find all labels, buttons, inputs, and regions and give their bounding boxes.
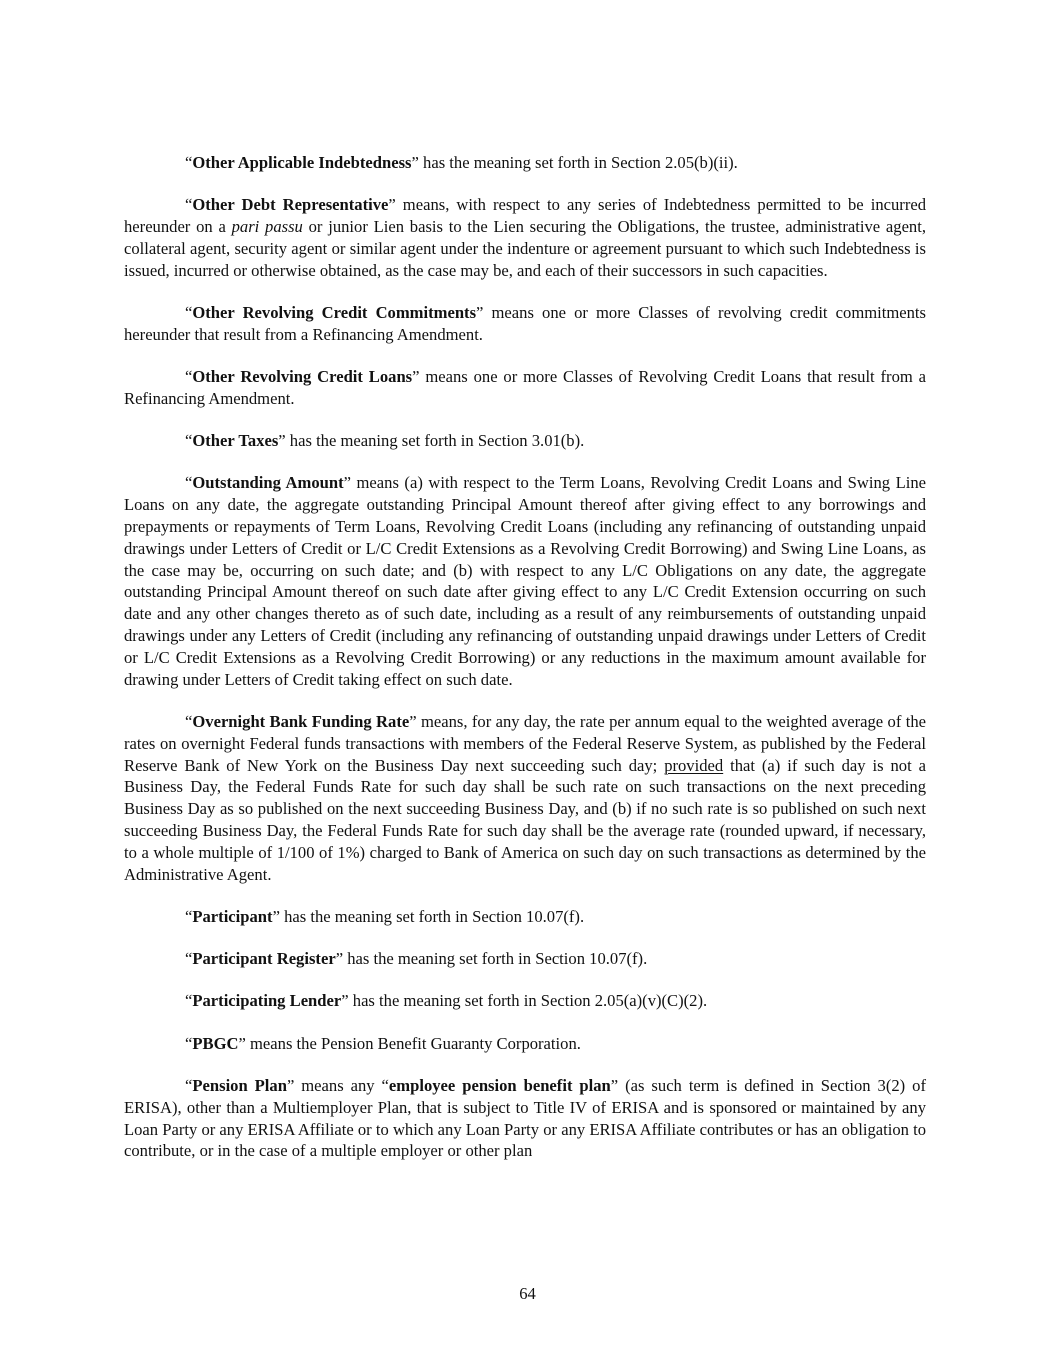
defined-term: Pension Plan [192, 1076, 287, 1095]
definition-pbgc: “PBGC” means the Pension Benefit Guaranty Corporation. [185, 1033, 581, 1053]
defined-term: Participant [192, 906, 273, 926]
definition-overnight-bank-funding-rate: “Overnight Bank Funding Rate” means, for any day, the rate per annum equal to the weighted average of the rates on overnight Federal funds transactions with members of the Federal Reserve System, as published by the Federal Reserve Bank of New York on the Business Day next succeeding such day; provided that (a) if such day is not a Business Day, the Federal Funds Rate for such day shall be such rate on such transactions on the next preceding Business Day as so published on the next succeeding Business Day, and (b) if no such rate is so published on such next succeeding Business Day, the Federal Funds Rate for such day shall be the average rate (rounded upward, if necessary, to a whole multiple of 1/100 of 1%) charged to Bank of America on such day on such transactions as determined by the Administrative Agent. [124, 711, 926, 884]
defined-term: Other Debt Representative [192, 195, 389, 215]
definition-outstanding-amount: “Outstanding Amount” means (a) with respect to the Term Loans, Revolving Credit Loans and Swing Line Loans on any date, the aggregate outstanding Principal Amount thereof after giving effect to any borrowings and prepayments or repayments of Term Loans, Revolving Credit Loans (including any refinancing of outstanding unpaid drawings under Letters of Credit or L/C Credit Extensions as a Revolving Credit Borrowing) and Swing Line Loans, as the case may be, occurring on such date; and (b) with respect to any L/C Obligations on any date, the aggregate outstanding Principal Amount thereof on such date after giving effect to any L/C Credit Extension occurring on such date and any other changes thereto as of such date, including as a result of any reimbursements of outstanding unpaid drawings under any Letters of Credit (including any refinancing of outstanding unpaid drawings under Letters of Credit or L/C Credit Extensions as a Revolving Credit Borrowing) or any reductions in the maximum amount available for drawing under Letters of Credit taking effect on such date. [124, 473, 926, 689]
defined-term: PBGC [192, 1033, 239, 1053]
definition-other-taxes: “Other Taxes” has the meaning set forth in Section 3.01(b). [185, 431, 585, 451]
definition-other-revolving-credit-loans: “Other Revolving Credit Loans” means one or more Classes of Revolving Credit Loans that result from a Refinancing Amendment. [124, 367, 926, 408]
definition-other-revolving-credit-commitments: “Other Revolving Credit Commitments” means one or more Classes of revolving credit commitments hereunder that result from a Refinancing Amendment. [124, 302, 926, 344]
definition-pension-plan: “Pension Plan” means any “employee pension benefit plan” (as such term is defined in Section 3(2) of ERISA), other than a Multiemployer Plan, that is subject to Title IV of ERISA and is sponsored or maintained by any Loan Party or any ERISA Affiliate or to which any Loan Party or any ERISA Affiliate contributes or has an obligation to contribute, or in the case of a multiple employer or other plan [124, 1076, 926, 1161]
definition-text: has the meaning set forth in Section 10.07(f). [279, 906, 585, 926]
defined-term: Other Applicable Indebtedness [192, 153, 412, 172]
definition-participant-register: “Participant Register” has the meaning set forth in Section 10.07(f). [185, 949, 648, 969]
definition-participating-lender: “Participating Lender” has the meaning set forth in Section 2.05(a)(v)(C)(2). [185, 991, 708, 1011]
defined-term: Participating Lender [192, 991, 342, 1011]
definition-text: has the meaning set forth in Section 3.01(b). [285, 431, 585, 451]
definition-participant: “Participant” has the meaning set forth in Section 10.07(f). [185, 906, 585, 926]
definition-text: has the meaning set forth in Section 2.05(b)(ii). [418, 153, 738, 172]
definition-text: means one or more Classes of Revolving Credit Loans that result from a Refinancing Amendment. [124, 367, 926, 408]
defined-term: Overnight Bank Funding Rate [192, 711, 410, 731]
defined-term: Other Taxes [192, 431, 279, 451]
definition-text: means any “ [294, 1076, 389, 1095]
bold-phrase: employee pension benefit plan [388, 1076, 611, 1095]
definition-other-applicable-indebtedness: “Other Applicable Indebtedness” has the meaning set forth in Section 2.05(b)(ii). [185, 153, 738, 172]
definition-other-debt-representative: “Other Debt Representative” means, with respect to any series of Indebtedness permitted to be incurred hereunder on a pari passu or junior Lien basis to the Lien securing the Obligations, the trustee, administrative agent, collateral agent, security agent or similar agent under the indenture or agreement pursuant to which such Indebtedness is issued, incurred or otherwise obtained, as the case may be, and each of their successors in such capacities. [124, 195, 927, 280]
definition-text: means one or more Classes of revolving credit commitments hereunder that result from a Refinancing Amendment. [124, 302, 926, 344]
definition-text: or junior Lien basis to the Lien securing the Obligations, the trustee, administrative agent, collateral agent, security agent or similar agent under the indenture or agreement pursuant to which such Indebtedness is issued, incurred or otherwise obtained, as the case may be, and each of their successors in such capacities. [124, 217, 926, 280]
defined-term: Participant Register [192, 949, 336, 969]
definition-text: means, with respect to any series of Indebtedness permitted to be incurred hereunder on a [124, 195, 927, 237]
definition-text: means, for any day, the rate per annum equal to the weighted average of the rates on overnight Federal funds transactions with members of the Federal Reserve System, as published by the Federal Reserve Bank of New York on the Business Day next succeeding such day; [124, 711, 926, 775]
definition-text: means (a) with respect to the Term Loans, Revolving Credit Loans and Swing Line Loans on any date, the aggregate outstanding Principal Amount thereof after giving effect to any borrowings and prepayments or repayments of Term Loans, Revolving Credit Loans (including any refinancing of outstanding unpaid drawings under Letters of Credit or L/C Credit Extensions as a Revolving Credit Borrowing) and Swing Line Loans, as the case may be, occurring on such date; and (b) with respect to any L/C Obligations on any date, the aggregate outstanding Principal Amount thereof on such date after giving effect to any L/C Credit Extension occurring on such date and any other changes thereto as of such date, including as a result of any reimbursements of outstanding unpaid drawings under any Letters of Credit (including any refinancing of outstanding unpaid drawings under Letters of Credit or L/C Credit Extensions as a Revolving Credit Borrowing) or any reductions in the maximum amount available for drawing under Letters of Credit taking effect on such date. [124, 473, 926, 689]
defined-term: Other Revolving Credit Commitments [192, 302, 477, 322]
underlined-proviso: provided [664, 755, 724, 775]
document-page [124, 152, 926, 1183]
definition-text: has the meaning set forth in Section 10.07(f). [343, 949, 648, 969]
defined-term: Outstanding Amount [192, 473, 344, 493]
definition-text: that (a) if such day is not a Business Day, the Federal Funds Rate for such day shall be such rate on such transactions on the next preceding Business Day as so published on the next succeeding Business Day, and (b) if no such rate is so published on such next succeeding Business Day, the Federal Funds Rate for such day shall be the average rate (rounded upward, if necessary, to a whole multiple of 1/100 of 1%) charged to Bank of America on such day on such transactions as determined by the Administrative Agent. [124, 755, 926, 884]
page-number: 64 [519, 1284, 536, 1303]
definition-text: ” (as such term is defined in Section 3(2) of ERISA), other than a Multiemployer Plan, that is subject to Title IV of ERISA and is sponsored or maintained by any Loan Party or any ERISA Affiliate or to which any Loan Party or any ERISA Affiliate contributes or has an obligation to contribute, or in the case of a multiple employer or other plan [124, 1076, 926, 1161]
definition-text: has the meaning set forth in Section 2.05(a)(v)(C)(2). [348, 991, 708, 1011]
definition-text: means the Pension Benefit Guaranty Corporation. [245, 1033, 581, 1053]
defined-term: Other Revolving Credit Loans [192, 367, 413, 387]
italic-phrase: pari passu [231, 217, 303, 237]
